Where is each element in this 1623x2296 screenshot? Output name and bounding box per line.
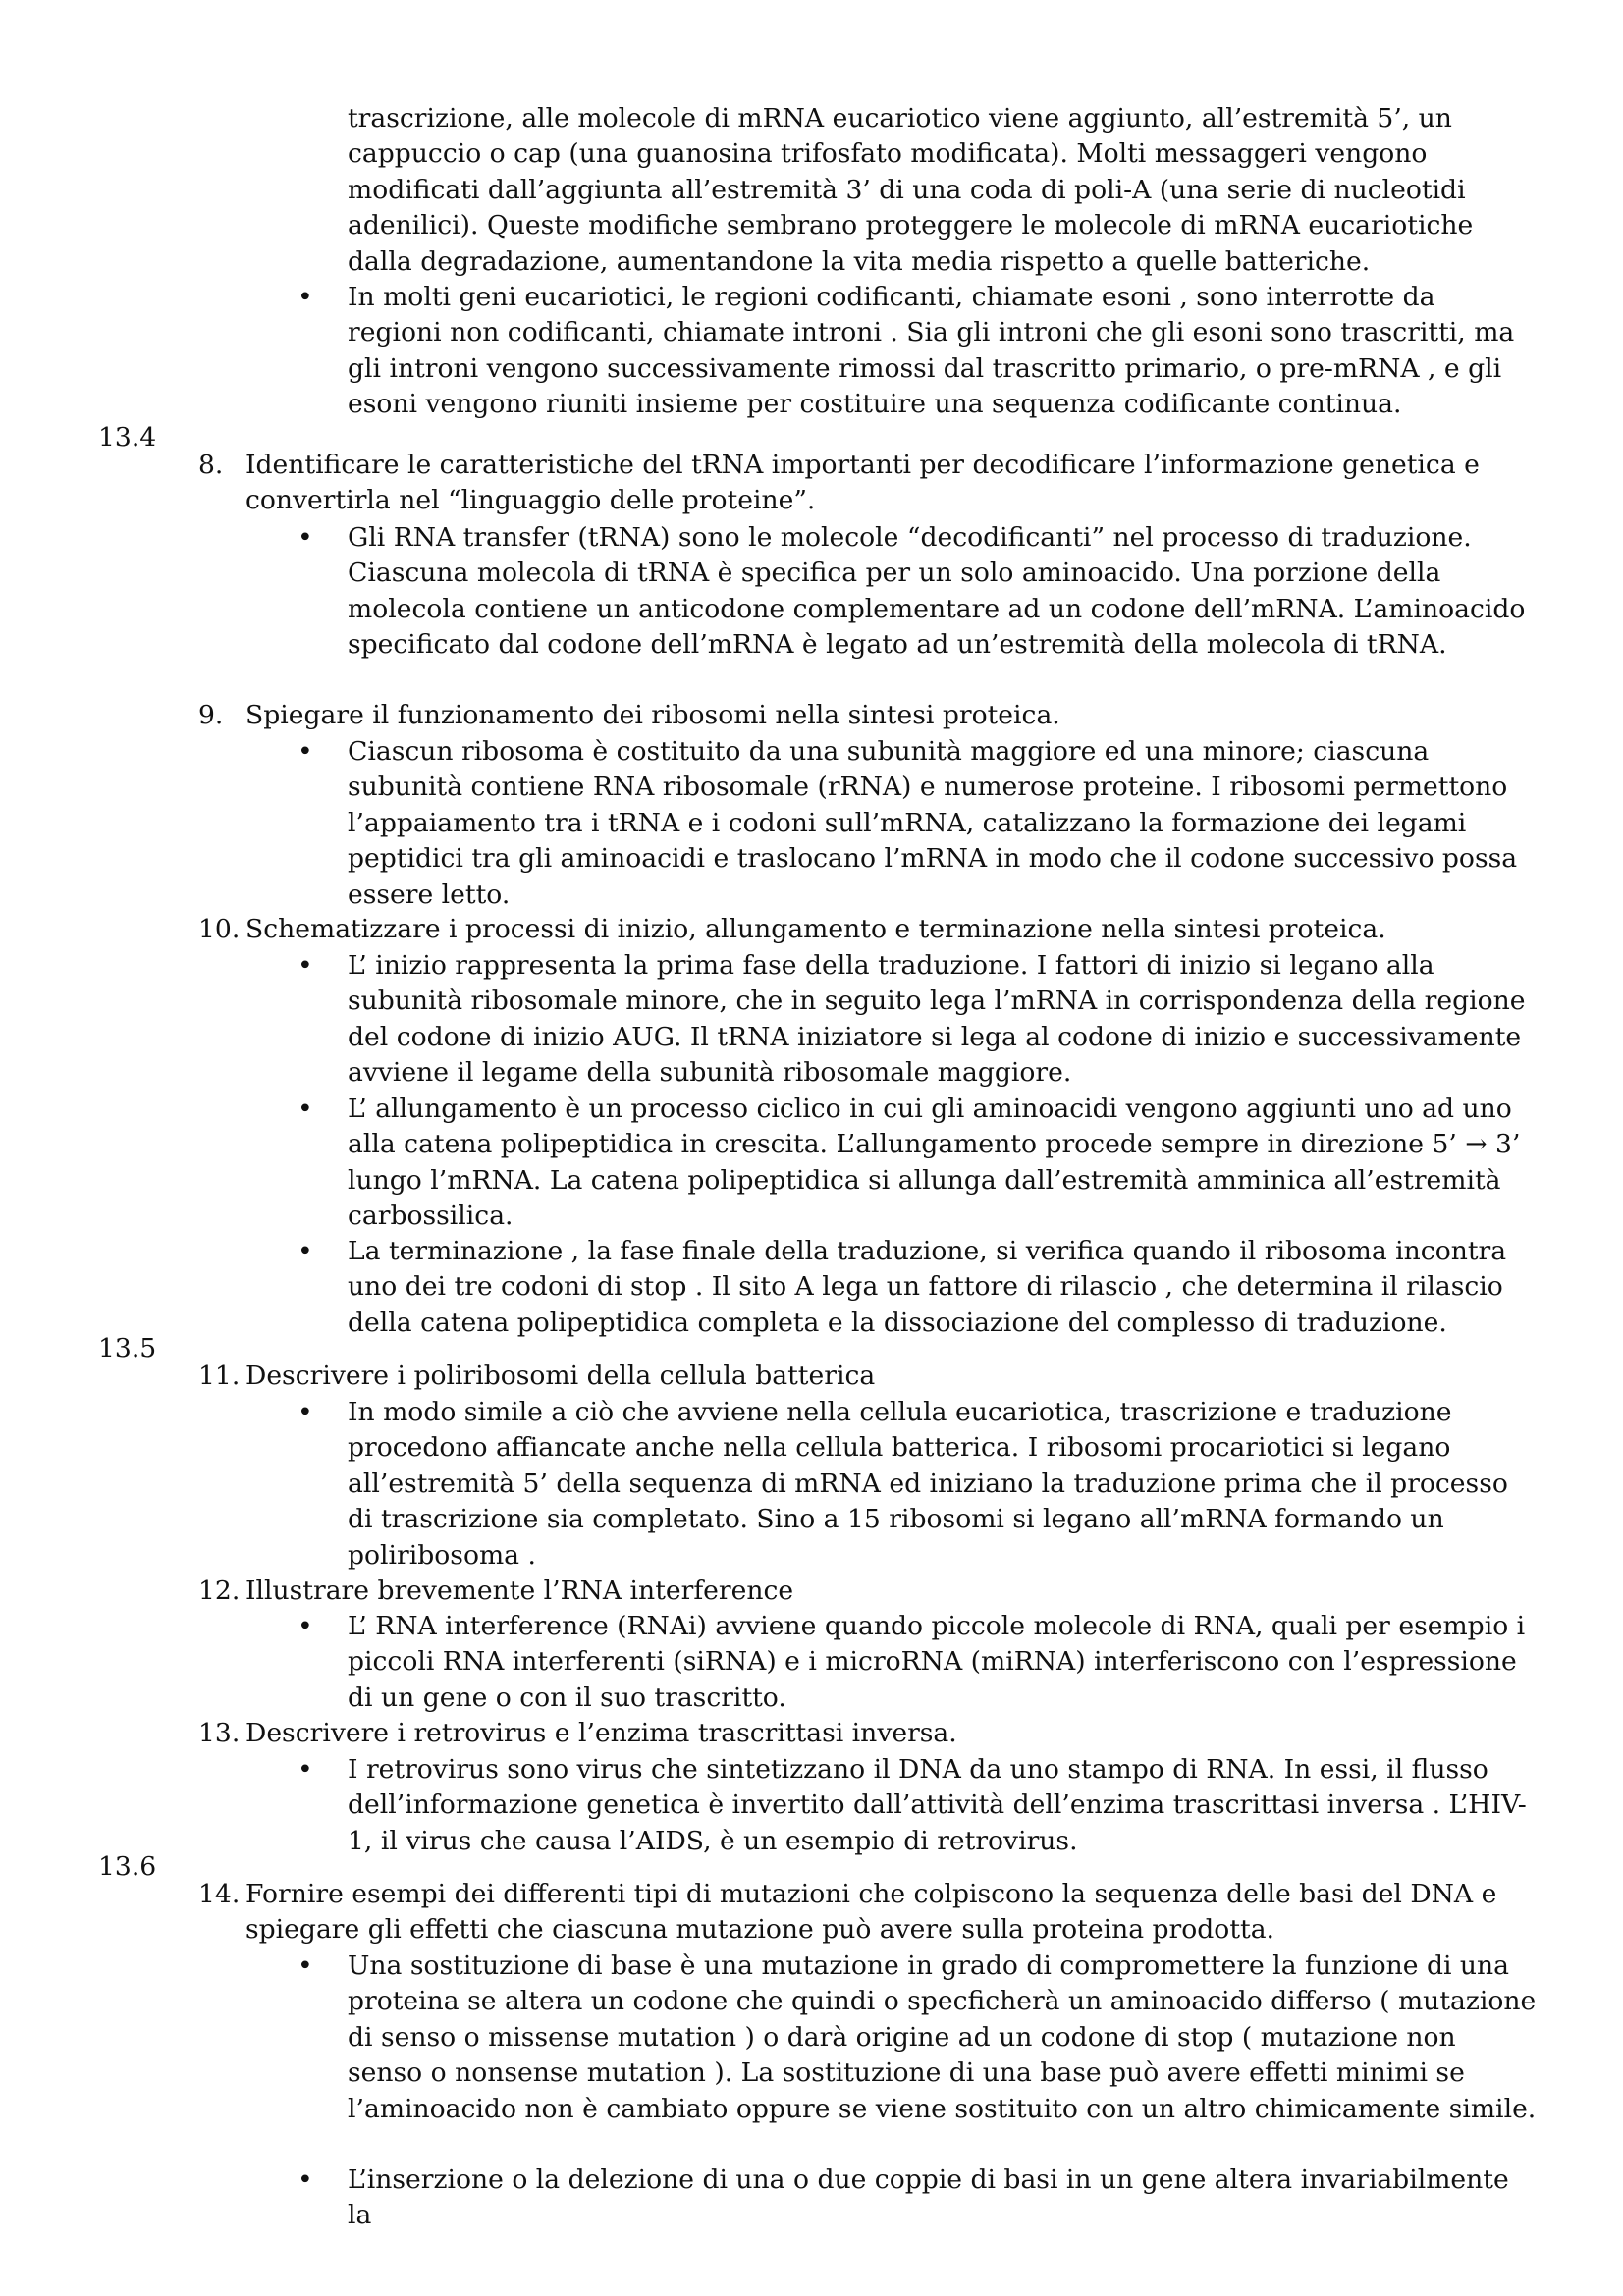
item-14-bullet-2: [298, 2163, 1537, 2234]
item-number: 8.: [198, 450, 224, 480]
item-question: Descrivere i retrovirus e l’enzima trascrittasi inversa.: [245, 1718, 957, 1748]
item-question: Illustrare brevemente l’RNA interference: [245, 1575, 794, 1606]
section-label-13-5: 13.5: [98, 1333, 157, 1363]
bullet-dot: •: [298, 1397, 313, 1427]
bullet-text: I retrovirus sono virus che sintetizzano il DNA da uno stampo di RNA. In essi, il flusso dell’informazione genetica è invertito dall’attività dell’enzima trascrittasi inversa . L’HIV-1, il virus che causa l’AIDS, è un esempio di retrovirus.: [348, 1754, 1527, 1856]
item-number: 10.: [198, 914, 241, 944]
item-10-bullet-2: [298, 1092, 1537, 1235]
bullet-text: L’inserzione o la delezione di una o due coppie di basi in un gene altera invariabilmente la: [348, 2164, 1509, 2231]
bullet-dot: •: [298, 950, 313, 981]
item-number: 14.: [198, 1879, 241, 1909]
bullet-dot: •: [298, 1950, 313, 1981]
item-8-bullet-1: [298, 520, 1537, 664]
bullet-text: L’ RNA interference (RNAi) avviene quando piccole molecole di RNA, quali per esempio i piccoli RNA interferenti (siRNA) e i microRNA (miRNA) interferiscono con l’espressione di un gene o con il suo trascritto.: [348, 1611, 1526, 1713]
item-14-bullet-1: [298, 1949, 1537, 2127]
bullet-text: Gli RNA transfer (tRNA) sono le molecole “decodificanti” nel processo di traduzione. Ciascuna molecola di tRNA è specifica per un solo aminoacido. Una porzione della molecola contiene un anticodone complementare ad un codone dell’mRNA. L’aminoacido specificato dal codone dell’mRNA è legato ad un’estremità della molecola di tRNA.: [348, 522, 1526, 661]
item-question: Spiegare il funzionamento dei ribosomi nella sintesi proteica.: [245, 700, 1060, 730]
item-question: Schematizzare i processi di inizio, allungamento e terminazione nella sintesi proteica.: [245, 914, 1386, 944]
bullet-dot: •: [298, 2164, 313, 2195]
bullet-text: Ciascun ribosoma è costituito da una subunità maggiore ed una minore; ciascuna subunità contiene RNA ribosomale (rRNA) e numerose proteine. I ribosomi permettono l’appaiamento tra i tRNA e i codoni sull’mRNA, catalizzano la formazione dei legami peptidici tra gli aminoacidi e traslocano l’mRNA in modo che il codone successivo possa essere letto.: [348, 736, 1518, 910]
item-12-question: [198, 1574, 1534, 1609]
bullet-dot: •: [298, 1754, 313, 1785]
bullet-dot: •: [298, 522, 313, 553]
bullet-dot: •: [298, 736, 313, 767]
bullet-text: In modo simile a ciò che avviene nella cellula eucariotica, trascrizione e traduzione procedono affiancate anche nella cellula batterica. I ribosomi procariotici si legano all’estremità 5’ della sequenza di mRNA ed iniziano la traduzione prima che il processo di trascrizione sia completato. Sino a 15 ribosomi si legano all’mRNA formando un poliribosoma .: [348, 1397, 1508, 1571]
item-13-question: [198, 1716, 1534, 1751]
bullet-dot: •: [298, 1094, 313, 1124]
item-number: 12.: [198, 1575, 241, 1606]
continuation-paragraph: trascrizione, alle molecole di mRNA eucariotico viene aggiunto, all’estremità 5’, un cappuccio o cap (una guanosina trifosfato modificata). Molti messaggeri vengono modificati dall’aggiunta all’estremità 3’ di una coda di poli-A (una serie di nucleotidi adenilici). Queste modifiche sembrano proteggere le molecole di mRNA eucariotiche dalla degradazione, aumentandone la vita media rispetto a quelle batteriche.: [348, 103, 1474, 277]
item-12-bullet-1: [298, 1609, 1537, 1716]
item-number: 9.: [198, 700, 224, 730]
item-number: 13.: [198, 1718, 241, 1748]
section-label-13-4: 13.4: [98, 422, 157, 453]
item-13-bullet-1: [298, 1752, 1537, 1859]
item-10-bullet-1: [298, 948, 1537, 1092]
item-11-bullet-1: [298, 1395, 1537, 1574]
bullet-text: L’ inizio rappresenta la prima fase della traduzione. I fattori di inizio si legano alla subunità ribosomale minore, che in seguito lega l’mRNA in corrispondenza della regione del codone di inizio AUG. Il tRNA iniziatore si lega al codone di inizio e successivamente avviene il legame della subunità ribosomale maggiore.: [348, 950, 1526, 1089]
item-9-question: [198, 698, 1534, 733]
bullet-text: Una sostituzione di base è una mutazione in grado di compromettere la funzione di una proteina se altera un codone che quindi o specficherà un aminoacido differso ( mutazione di senso o missense mutation ) o darà origine ad un codone di stop ( mutazione non senso o nonsense mutation ). La sostituzione di una base può avere effetti minimi se l’aminoacido non è cambiato oppure se viene sostituito con un altro chimicamente simile.: [348, 1950, 1537, 2124]
bullet-dot: •: [298, 1611, 313, 1641]
bullet-text: L’ allungamento è un processo ciclico in cui gli aminoacidi vengono aggiunti uno ad uno alla catena polipeptidica in crescita. L’allungamento procede sempre in direzione 5’ → 3’ lungo l’mRNA. La catena polipeptidica si allunga dall’estremità amminica all’estremità carbossilica.: [348, 1094, 1521, 1232]
item-question: Fornire esempi dei differenti tipi di mutazioni che colpiscono la sequenza delle basi del DNA e spiegare gli effetti che ciascuna mutazione può avere sulla proteina prodotta.: [245, 1879, 1497, 1946]
bullet-dot: •: [298, 1236, 313, 1266]
item-8-question: [198, 448, 1534, 519]
item-9-bullet-1: [298, 734, 1537, 913]
item-number: 11.: [198, 1361, 241, 1391]
bullet-dot: •: [298, 282, 313, 312]
bullet-introni: [298, 280, 1537, 423]
item-10-question: [198, 912, 1534, 947]
bullet-text: La terminazione , la fase finale della traduzione, si verifica quando il ribosoma incontra uno dei tre codoni di stop . Il sito A lega un fattore di rilascio , che determina il rilascio della catena polipeptidica completa e la dissociazione del complesso di traduzione.: [348, 1236, 1507, 1338]
item-14-question: [198, 1877, 1534, 1949]
section-label-13-6: 13.6: [98, 1851, 157, 1882]
item-10-bullet-3: [298, 1234, 1537, 1341]
item-11-question: [198, 1359, 1534, 1394]
item-question: Descrivere i poliribosomi della cellula batterica: [245, 1361, 876, 1391]
bullet-text: In molti geni eucariotici, le regioni codificanti, chiamate esoni , sono interrotte da regioni non codificanti, chiamate introni . Sia gli introni che gli esoni sono trascritti, ma gli introni vengono successivamente rimossi dal trascritto primario, o pre-mRNA , e gli esoni vengono riuniti insieme per costituire una sequenza codificante continua.: [348, 282, 1515, 420]
item-question: Identificare le caratteristiche del tRNA importanti per decodificare l’informazione genetica e convertirla nel “linguaggio delle proteine”.: [245, 450, 1480, 516]
